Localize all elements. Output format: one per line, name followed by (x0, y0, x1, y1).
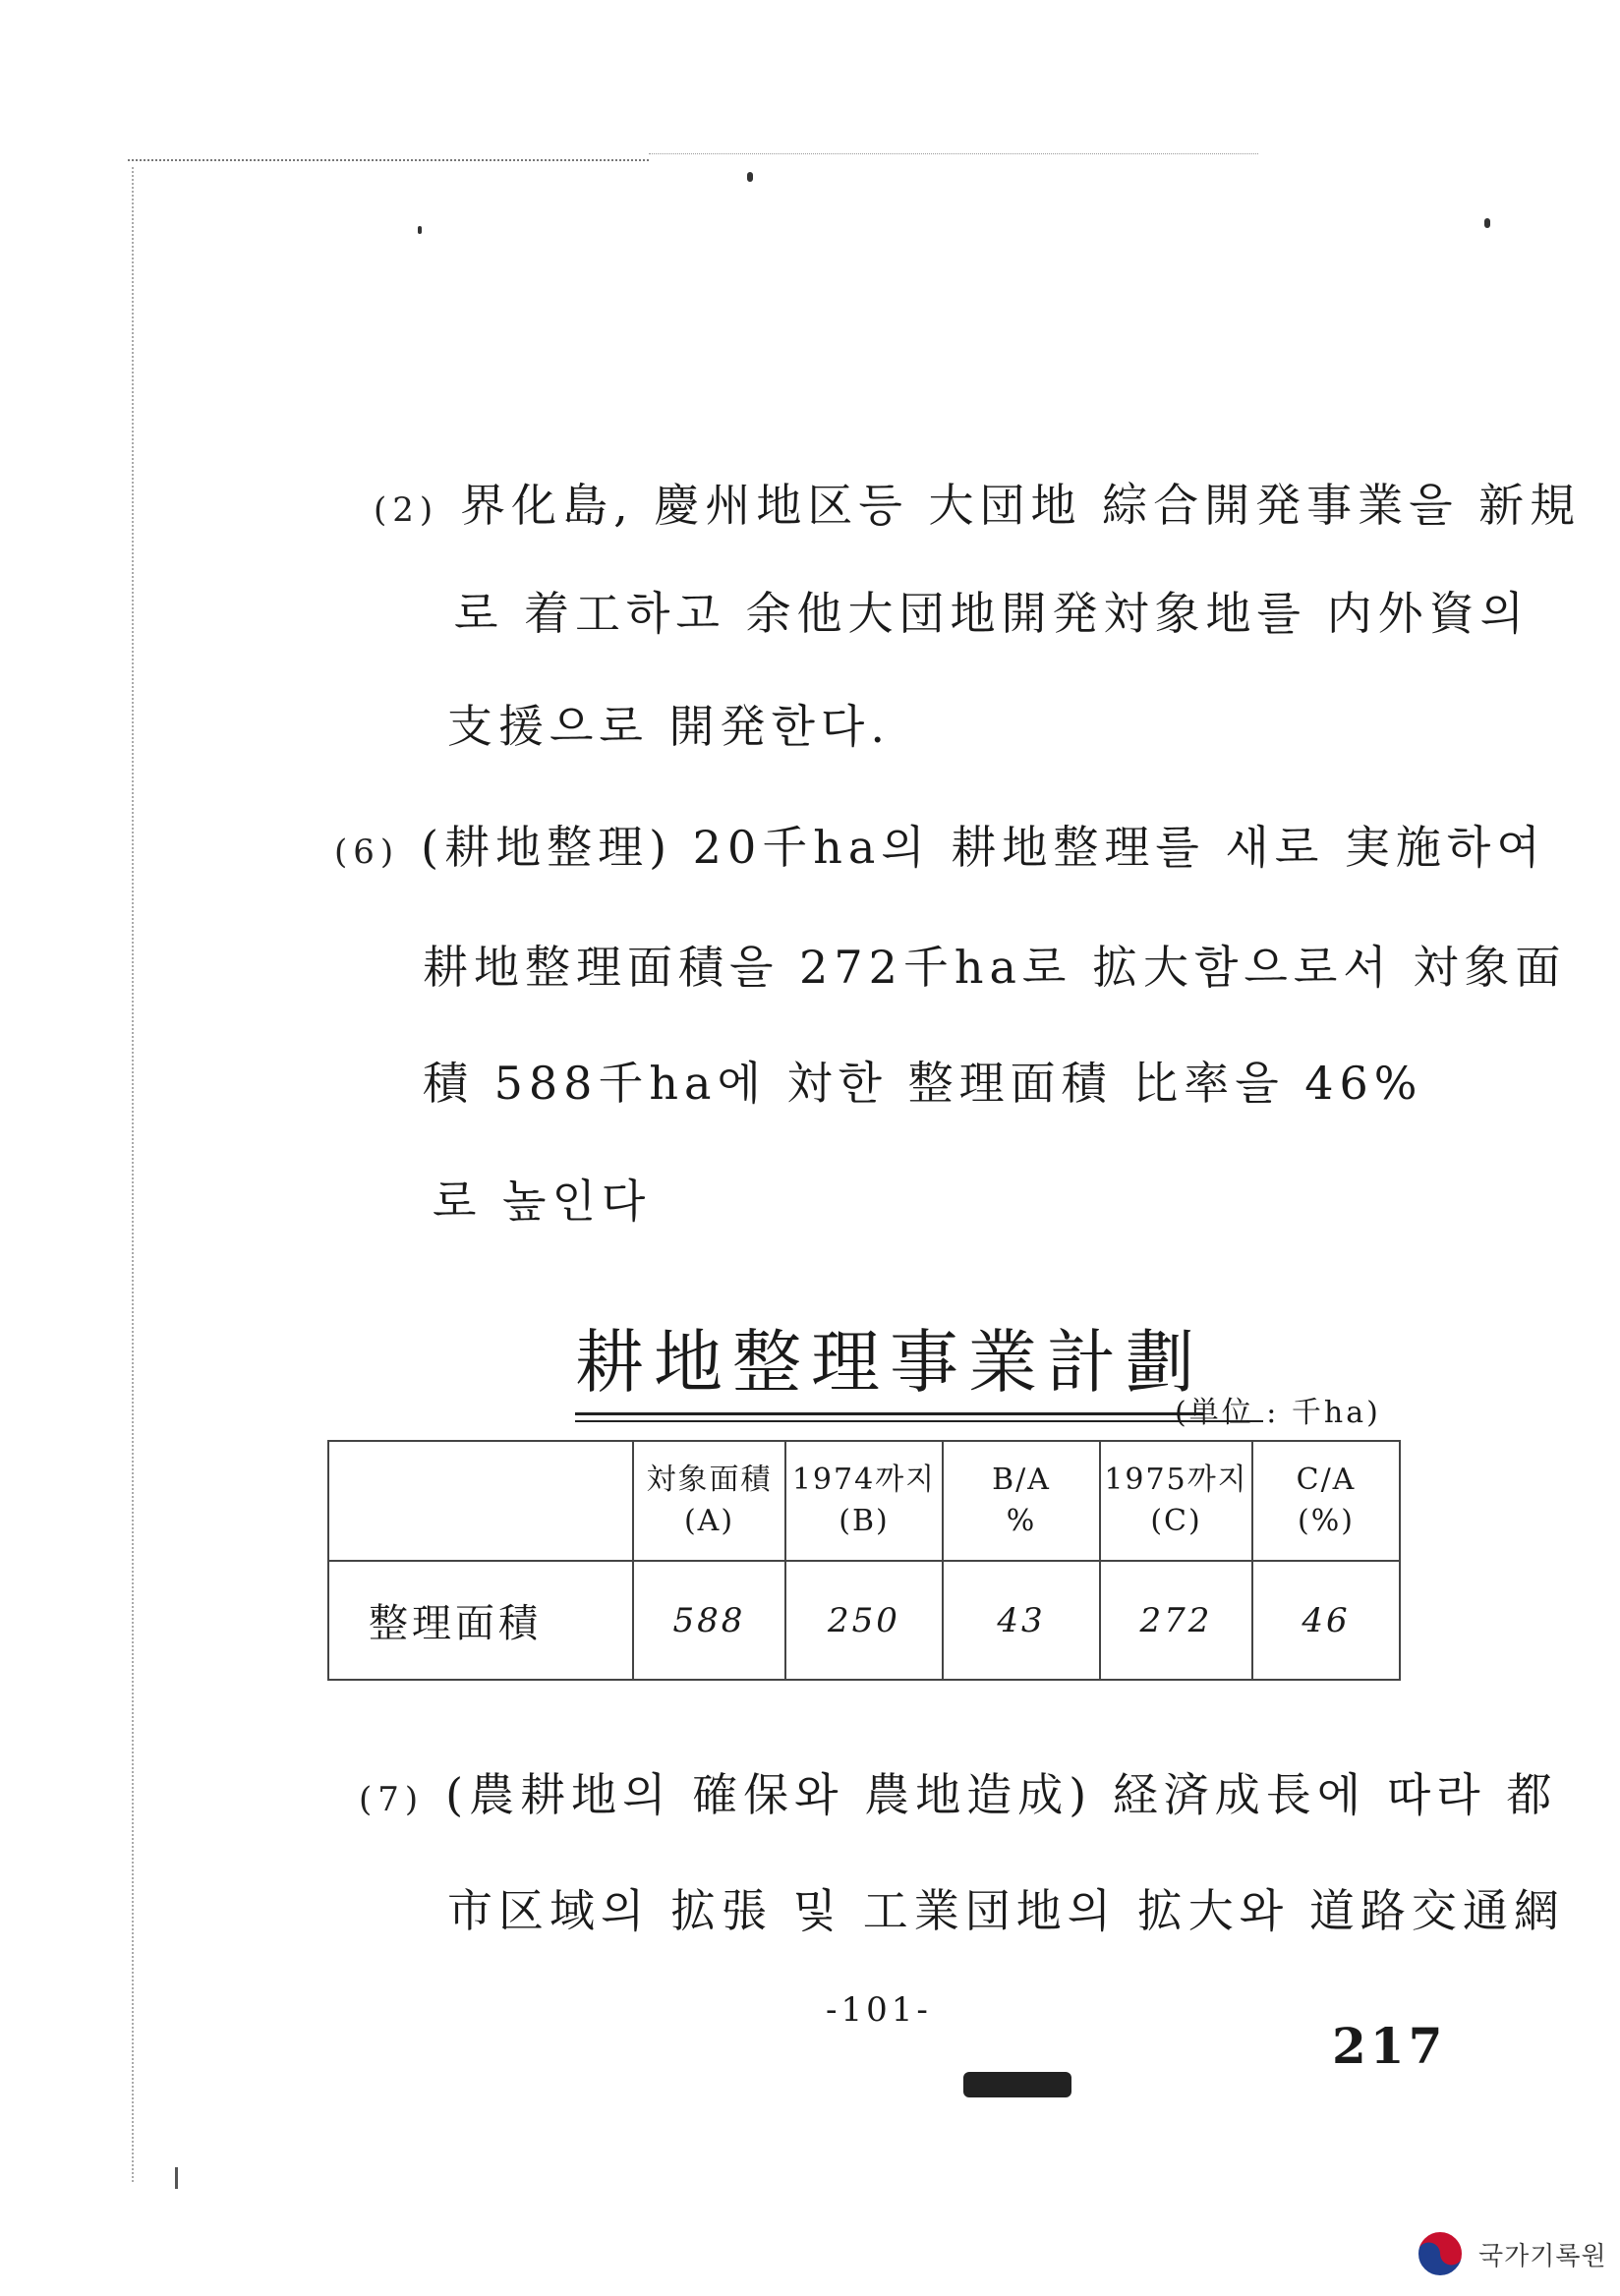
paragraph-6-line-1 (334, 812, 1546, 877)
top-dotted-rule (128, 159, 649, 161)
paragraph-2-text-1: 界化島, 慶州地区등 大団地 綜合開発事業을 新規 (460, 479, 1582, 532)
table-cell-c-over-a: 46 (1252, 1561, 1400, 1680)
paragraph-2-line-1 (374, 470, 1581, 535)
table-cell-until-1974: 250 (785, 1561, 943, 1680)
paragraph-7-line-1 (359, 1759, 1557, 1824)
header-label: C/A (1296, 1463, 1357, 1497)
paragraph-6-marker: (6) (334, 832, 400, 872)
table-row-label: 整理面積 (328, 1561, 633, 1680)
archive-logo (1416, 2229, 1607, 2278)
table-header-cell (1252, 1441, 1400, 1561)
header-sublabel: (A) (683, 1504, 735, 1538)
table-cell-until-1975: 272 (1100, 1561, 1252, 1680)
paragraph-2-line-2: 로 着工하고 余他大団地開発対象地를 内外資의 (454, 587, 1531, 640)
header-sublabel: (C) (1150, 1504, 1202, 1538)
left-margin-line (132, 167, 134, 2182)
paragraph-7-marker: (7) (359, 1780, 425, 1819)
table-cell-b-over-a: 43 (943, 1561, 1100, 1680)
paragraph-2-marker: (2) (374, 490, 439, 530)
land-consolidation-table (327, 1440, 1401, 1681)
table-cell-target-area: 588 (633, 1561, 785, 1680)
margin-tick (175, 2167, 178, 2189)
table-header-cell (1100, 1441, 1252, 1561)
redacted-blot (963, 2072, 1071, 2097)
header-label: 1974까지 (791, 1463, 937, 1497)
table-unit: (単位 : 千ha) (1175, 1396, 1381, 1430)
scan-speck (1484, 218, 1490, 228)
archive-name: 국가기록원 (1478, 2241, 1607, 2271)
page-number: -101- (826, 1990, 932, 2030)
table-header-cell (633, 1441, 785, 1561)
table-header-cell (785, 1441, 943, 1561)
paragraph-2-line-3: 支援으로 開発한다. (447, 700, 891, 753)
taegeuk-icon (1416, 2229, 1465, 2278)
paragraph-6-line-2: 耕地整理面積을 272千ha로 拡大함으로서 対象面 (423, 941, 1567, 994)
table-header-cell (943, 1441, 1100, 1561)
header-label: 対象面積 (646, 1463, 773, 1497)
header-sublabel: (%) (1298, 1504, 1355, 1538)
paragraph-6-line-3: 積 588千ha에 対한 整理面積 比率을 46% (423, 1057, 1423, 1110)
paragraph-7-text-1: (農耕地의 確保와 農地造成) 経済成長에 따라 都 (445, 1768, 1558, 1821)
archive-stamp-number: 217 (1332, 2017, 1447, 2075)
paragraph-6-line-4: 로 높인다 (433, 1175, 652, 1228)
header-sublabel: % (1006, 1504, 1037, 1538)
top-dotted-rule-right (649, 153, 1258, 154)
table-header-row (328, 1441, 1400, 1561)
table-row (328, 1561, 1400, 1680)
table-title: 耕地整理事業計劃 (575, 1307, 1204, 1415)
table-header-cell (328, 1441, 633, 1561)
header-label: 1975까지 (1104, 1463, 1248, 1497)
header-label: B/A (992, 1463, 1051, 1497)
scan-speck (747, 172, 753, 182)
scan-speck (418, 226, 422, 234)
paragraph-6-text-1: (耕地整理) 20千ha의 耕地整理를 새로 実施하여 (421, 821, 1546, 874)
paragraph-7-line-2: 市区域의 拡張 및 工業団地의 拡大와 道路交通網 (447, 1884, 1565, 1937)
header-sublabel: (B) (839, 1504, 890, 1538)
